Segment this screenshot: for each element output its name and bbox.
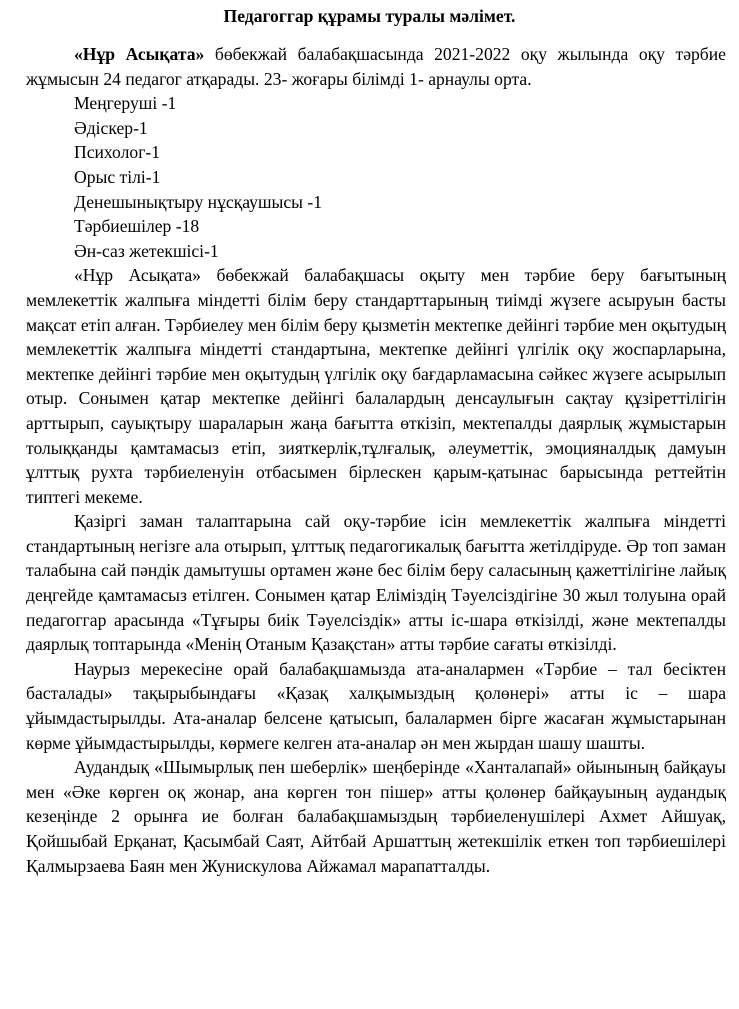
staff-item-methodologist: Әдіскер-1 [74, 117, 148, 138]
staff-item-educators: Тәрбиешілер -18 [74, 216, 200, 237]
staff-item-manager: Меңгеруші -1 [74, 93, 177, 114]
intro-text: бөбекжай балабақшасында 2021-2022 оқу жылында оқу тәрбие жұмысын 24 педагог атқарады. 23- жоғары білімді 1- арнаулы орта. [26, 44, 726, 89]
document-body [26, 42, 726, 878]
staff-item-music-director: Ән-саз жетекшісі-1 [74, 240, 219, 261]
staff-item-psychologist: Психолог-1 [74, 142, 161, 163]
staff-item-russian-language: Орыс тілі-1 [74, 166, 161, 187]
document-title: Педагоггар құрамы туралы мәлімет. [223, 6, 516, 26]
kindergarten-name: «Нұр Асықата» [74, 44, 205, 64]
intro-paragraph [26, 42, 726, 91]
paragraph-awards: Аудандық «Шымырлық пен шеберлік» шеңберінде «Ханталапай» ойынының байқауы мен «Әке көрген оқ жонар, ана көрген тон пішер» атты қолөнер байқауының аудандық кезеңінде 2 орынға ие болған балабақшамыздың тәрбиеленушілері Ахмет Айшуақ, Қойшыбай Ерқанат, Қасымбай Саят, Айтбай Аршаттың жетекшілік еткен топ тәрбиешілері Қалмырзаева Баян мен Жунискулова Айжамал марапатталды. [26, 757, 726, 876]
paragraph-nauryz: Наурыз мерекесіне орай балабақшамызда ата-аналармен «Тәрбие – тал бесіктен басталады» тақырыбындағы «Қазақ халқымыздың қолөнері» атты іс – шара ұйымдастырылды. Ата-аналар белсене қатысып, балалармен бірге жасаған жұмыстарынан көрме ұйымдастырылды, көрмеге келген ата-аналар ән мен жырдан шашу шашты. [26, 658, 726, 753]
staff-list [26, 91, 726, 263]
paragraph-modern-requirements: Қазіргі заман талаптарына сай оқу-тәрбие ісін мемлекеттік жалпыға міндетті стандартының негізге ала отырып, ұлттық педагогикалық бағытта жетілдіруде. Әр топ заман талабына сай пәндік дамытушы ортамен және бес білім беру саласының қажеттілігіне лайық деңгейде қамтамасыз етілген. Сонымен қатар Еліміздің Тәуелсіздігіне 30 жыл толуына орай педагоггар арасында «Тұғыры биік Тәуелсіздік» атты іс-шара өткізілді, және мектепалды даярлық топтарында «Менің Отаным Қазақстан» атты тәрбие сағаты өткізілді. [26, 511, 726, 655]
paragraph-mission: «Нұр Асықата» бөбекжай балабақшасы оқыту мен тәрбие беру бағытының мемлекеттік жалпыға міндетті білім беру стандарттарының тиімді жүзеге асыруын басты мақсат етіп алған. Тәрбиелеу мен білім беру қызметін мектепке дейінгі тәрбие мен оқытудың мемлекеттік жалпыға міндетті стандартына, мектепке дейінгі үлгілік оқу жоспарларына, мектепке дейінгі тәрбие мен оқытудың үлгілік оқу бағдарламасына сәйкес жүзеге асырылып отыр. Сонымен қатар мектепке дейінгі балалардың денсаулығын сақтау құзіреттілігін арттырып, сауықтыру шараларын жаңа бағытта өткізіп, мектепалды даярлық жұмыстарын толыққанды қамтамасыз етіп, зияткерлік,тұлғалық, әлеуметтік, эмоцияналдық дамуын ұлттық рухта тәрбиеленуін отбасымен бірлескен қарым-қатынас барысында реттейтін типтегі мекеме. [26, 265, 726, 507]
staff-item-pe-instructor: Денешынықтыру нұсқаушысы -1 [74, 191, 323, 212]
